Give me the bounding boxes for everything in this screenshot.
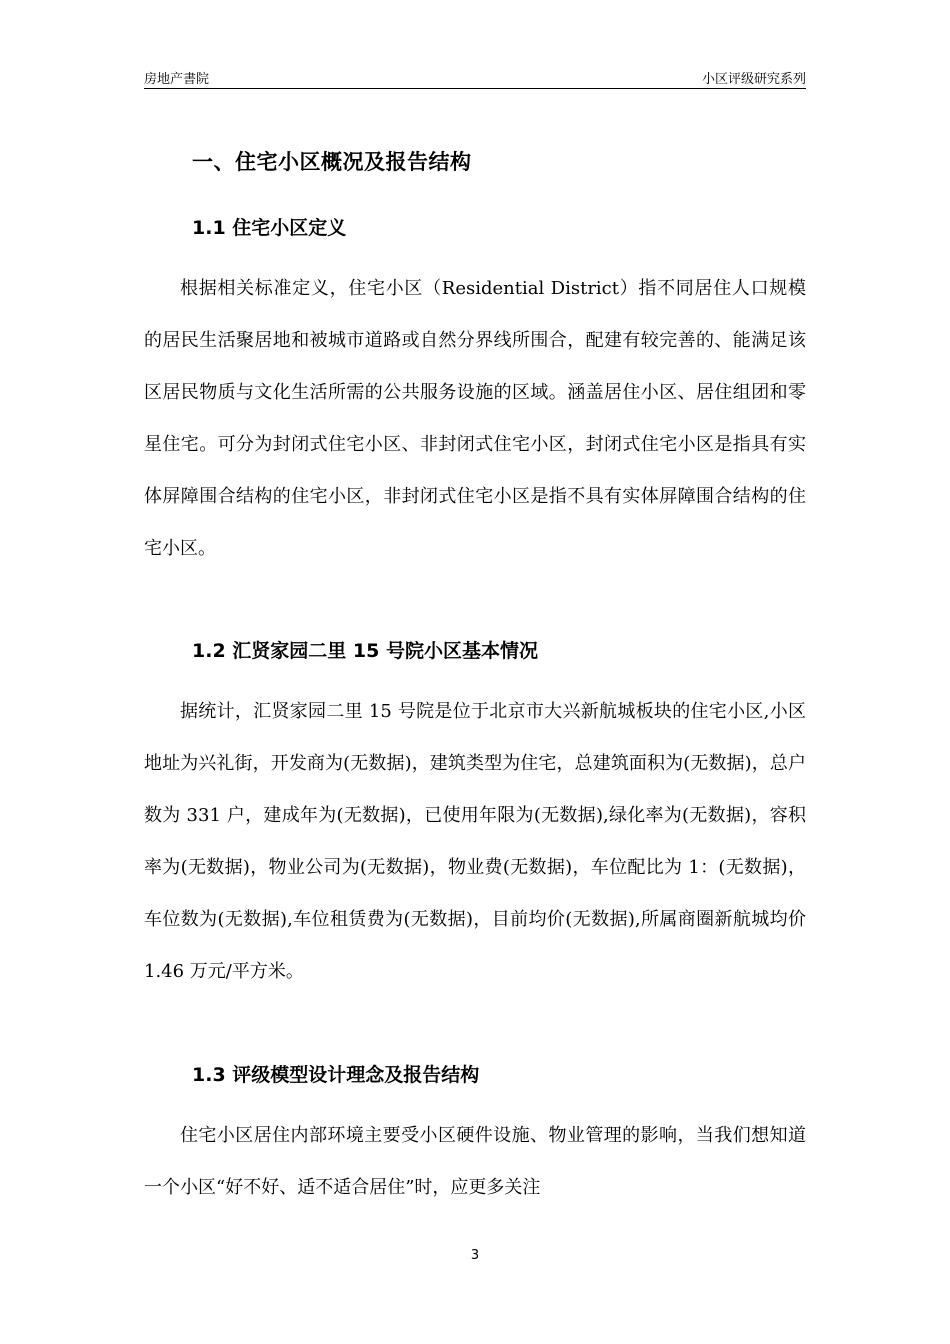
paragraph-model-design: 住宅小区居住内部环境主要受小区硬件设施、物业管理的影响，当我们想知道一个小区“好不好、适不适合居住”时，应更多关注: [144, 1125, 806, 1198]
page-header: [144, 66, 806, 89]
section-title: 一、住宅小区概况及报告结构: [192, 150, 472, 174]
paragraph-basic-info: 据统计，汇贤家园二里 15 号院是位于北京市大兴新航城板块的住宅小区,小区地址为兴礼街，开发商为(无数据)，建筑类型为住宅，总建筑面积为(无数据)，总户数为 331 户，建成年为(无数据)，已使用年限为(无数据),绿化率为(无数据)，容积率为(无数据)，物业公司为(无数据)，物业费(无数据)，车位配比为 1：(无数据)，车位数为(无数据),车位租赁费为(无数据)，目前均价(无数据),所属商圈新航城均价 1.46 万元/平方米。: [144, 701, 806, 982]
paragraph-definition: 根据相关标准定义，住宅小区（Residential District）指不同居住人口规模的居民生活聚居地和被城市道路或自然分界线所围合，配建有较完善的、能满足该区居民物质与文化生活所需的公共服务设施的区域。涵盖居住小区、居住组团和零星住宅。可分为封闭式住宅小区、非封闭式住宅小区，封闭式住宅小区是指具有实体屏障围合结构的住宅小区，非封闭式住宅小区是指不具有实体屏障围合结构的住宅小区。: [144, 278, 806, 559]
subsection-heading-1-3: 1.3 评级模型设计理念及报告结构: [192, 1064, 480, 1086]
header-series-title: 小区评级研究系列: [701, 72, 806, 87]
subsection-heading-1-1: 1.1 住宅小区定义: [192, 217, 347, 239]
header-publisher: 房地产書院: [144, 72, 210, 87]
subsection-heading-1-2: 1.2 汇贤家园二里 15 号院小区基本情况: [192, 640, 538, 662]
page-number: 3: [470, 1248, 480, 1263]
